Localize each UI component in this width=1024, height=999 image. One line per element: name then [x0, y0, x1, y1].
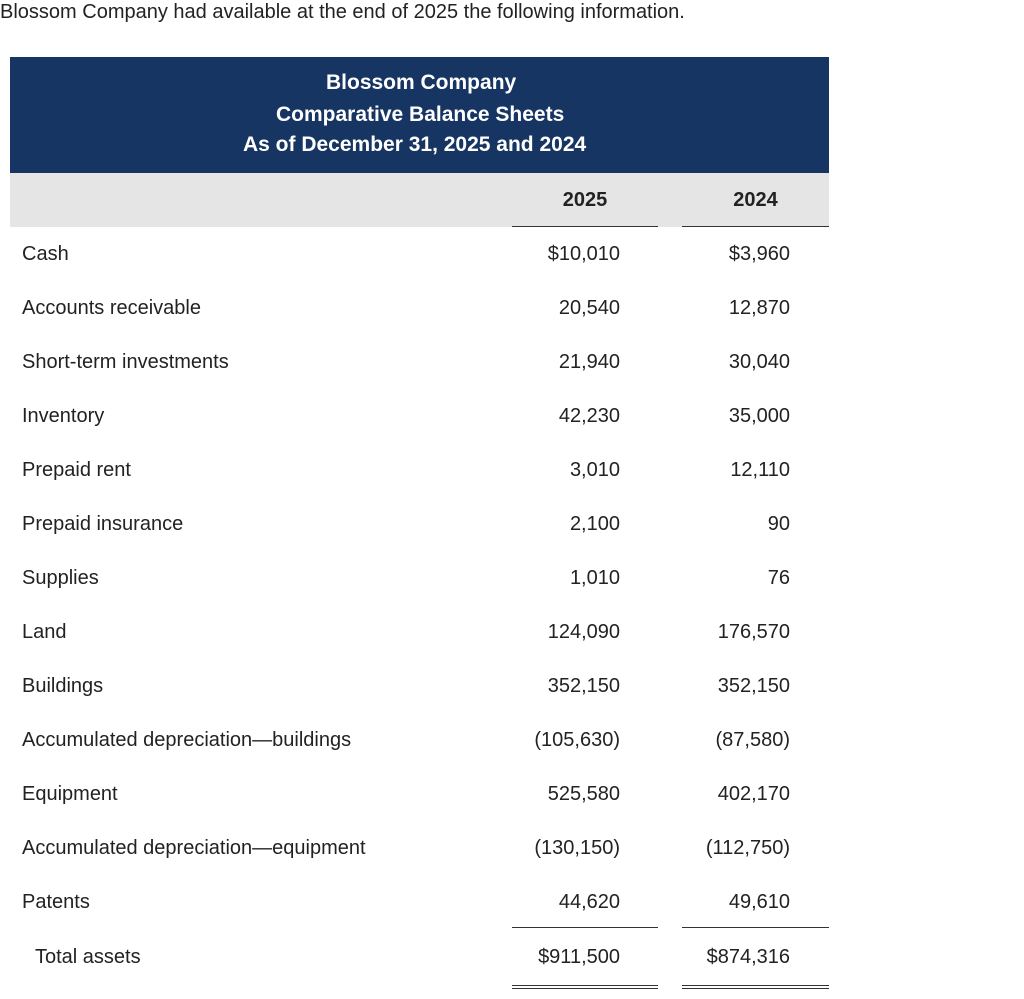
row-value-2025: 352,150 [547, 675, 620, 697]
total-value-2025: $911,500 [538, 946, 620, 968]
table-row [10, 605, 829, 659]
table-row [10, 551, 829, 605]
row-value-2025: 1,010 [569, 567, 620, 589]
statement-date: As of December 31, 2025 and 2024 [243, 133, 587, 156]
row-value-2024: 176,570 [717, 621, 790, 643]
row-label: Land [22, 621, 67, 643]
row-value-2025: (130,150) [534, 837, 620, 859]
column-header-2024: 2024 [733, 189, 778, 211]
total-label: Total assets [35, 946, 141, 968]
row-value-2024: 30,040 [728, 351, 790, 373]
table-row [10, 497, 829, 551]
company-name: Blossom Company [326, 71, 517, 94]
table-row [10, 659, 829, 713]
table-row [10, 713, 829, 767]
row-value-2024: 35,000 [728, 405, 790, 427]
row-label: Buildings [22, 675, 104, 697]
total-row [10, 930, 829, 984]
row-value-2024: 49,610 [728, 891, 790, 913]
column-header-2025: 2025 [562, 189, 608, 211]
table-row [10, 281, 829, 335]
table-row [10, 335, 829, 389]
row-value-2024: 12,870 [728, 297, 790, 319]
table-row [10, 767, 829, 821]
table-row [10, 227, 829, 281]
row-label: Prepaid rent [22, 459, 131, 481]
row-value-2024: 76 [767, 567, 790, 589]
row-label: Accumulated depreciation—buildings [22, 729, 352, 751]
row-value-2024: 12,110 [730, 459, 790, 481]
row-value-2025: 3,010 [569, 459, 620, 481]
table-row [10, 389, 829, 443]
row-value-2024: 402,170 [717, 783, 790, 805]
row-label: Accumulated depreciation—equipment [22, 837, 366, 859]
row-value-2025: $10,010 [547, 243, 620, 265]
column-header-row [10, 173, 829, 227]
row-value-2025: 21,940 [558, 351, 620, 373]
row-label: Equipment [22, 783, 118, 805]
row-value-2025: 20,540 [558, 297, 620, 319]
intro-text: Blossom Company had available at the end of 2025 the following information. [0, 1, 685, 23]
subtotal-rule-2024 [682, 927, 829, 928]
table-row [10, 875, 829, 929]
table-header [10, 57, 829, 173]
row-label: Cash [22, 243, 69, 265]
row-value-2024: 352,150 [717, 675, 790, 697]
row-label: Accounts receivable [22, 297, 201, 319]
row-value-2025: 2,100 [569, 513, 620, 535]
row-label: Patents [22, 891, 90, 913]
row-label: Prepaid insurance [22, 513, 184, 535]
total-double-rule-2024 [682, 985, 829, 989]
row-label: Inventory [22, 405, 105, 427]
row-value-2024: (112,750) [705, 837, 790, 859]
balance-sheet-table [10, 57, 829, 968]
table-row [10, 443, 829, 497]
total-double-rule-2025 [512, 985, 658, 989]
total-value-2024: $874,316 [706, 946, 790, 968]
row-value-2025: 124,090 [547, 621, 620, 643]
row-value-2025: 525,580 [547, 783, 620, 805]
row-value-2025: 42,230 [558, 405, 620, 427]
row-value-2024: (87,580) [715, 729, 790, 751]
row-value-2024: $3,960 [728, 243, 790, 265]
row-label: Short-term investments [22, 351, 229, 373]
statement-title: Comparative Balance Sheets [276, 103, 565, 126]
row-value-2025: (105,630) [534, 729, 620, 751]
table-row [10, 821, 829, 875]
row-value-2025: 44,620 [558, 891, 620, 913]
row-label: Supplies [22, 567, 99, 589]
row-value-2024: 90 [767, 513, 790, 535]
subtotal-rule-2025 [512, 927, 658, 928]
